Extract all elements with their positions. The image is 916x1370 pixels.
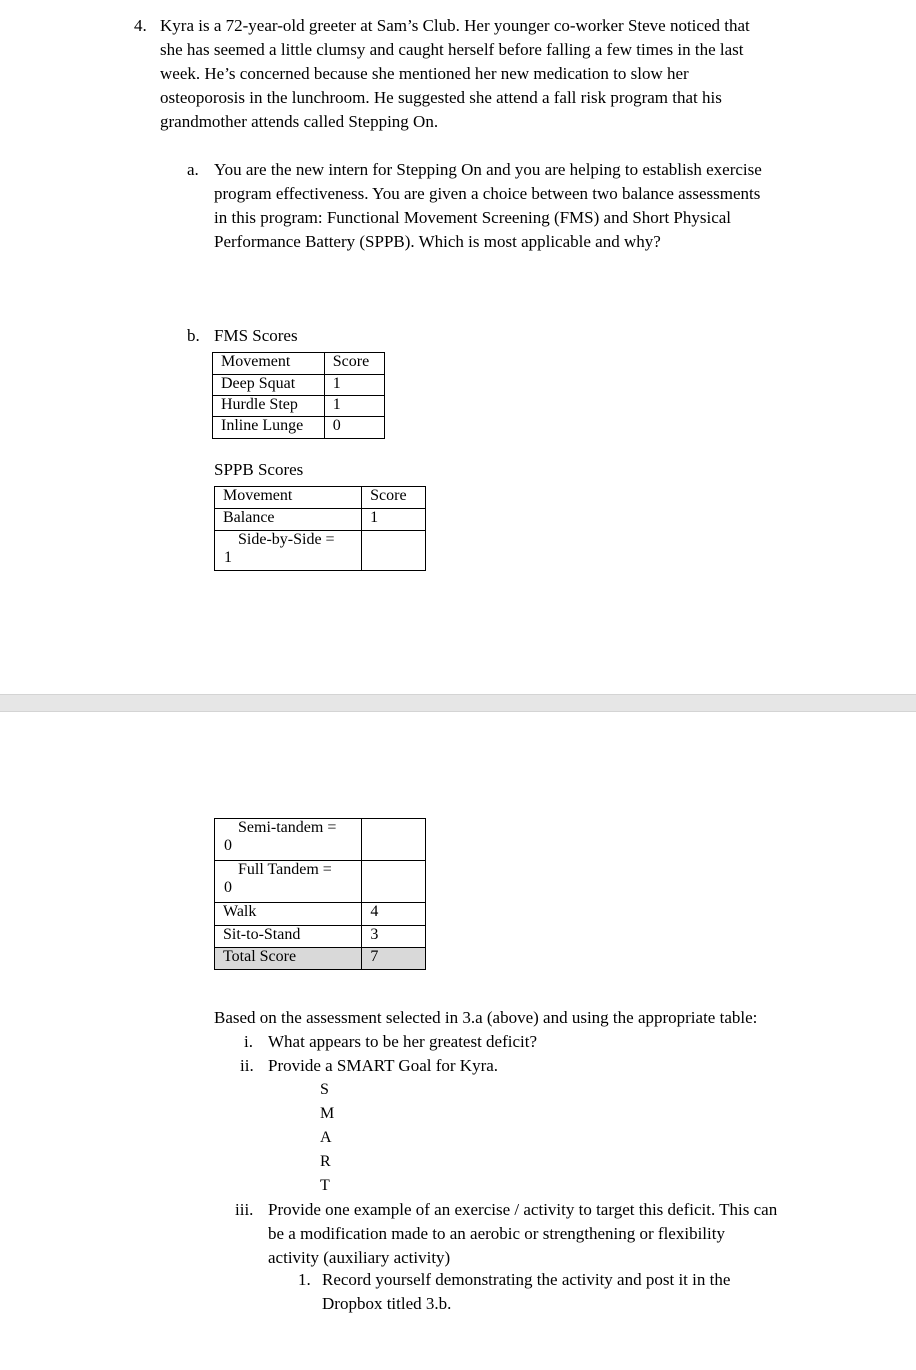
smart-letter: T: [320, 1177, 330, 1194]
item-iii-number: iii.: [235, 1200, 254, 1219]
sppb-cell-movement: Sit-to-Stand: [215, 926, 362, 948]
table-row: [213, 417, 385, 439]
smart-letter: A: [320, 1129, 332, 1146]
part-a-line: Performance Battery (SPPB). Which is most applicable and why?: [214, 232, 661, 251]
smart-list: [320, 1078, 334, 1198]
item-iii-line: activity (auxiliary activity): [268, 1248, 451, 1267]
question-line: osteoporosis in the lunchroom. He suggested she attend a fall risk program that his: [160, 88, 722, 107]
item-iii-text: [268, 1198, 777, 1270]
full-tandem-label: Full Tandem =: [238, 861, 332, 878]
question-line: Kyra is a 72-year-old greeter at Sam’s Club. Her younger co-worker Steve noticed that: [160, 16, 750, 35]
smart-letter: M: [320, 1105, 335, 1122]
sppb-cell-score: 4: [362, 903, 426, 926]
table-row: [215, 903, 426, 926]
table-row: [215, 819, 426, 861]
part-a-line: You are the new intern for Stepping On and you are helping to establish exercise: [214, 160, 762, 179]
question-line: grandmother attends called Stepping On.: [160, 112, 439, 131]
fms-header-movement: Movement: [213, 353, 325, 375]
full-tandem-value: 0: [224, 879, 232, 896]
part-a-text: [214, 158, 762, 254]
total-label: Total Score: [215, 948, 362, 970]
sppb-table-top: [214, 486, 426, 571]
table-row: [213, 375, 385, 396]
item-1-number: 1.: [298, 1270, 311, 1289]
item-1-text: [322, 1268, 730, 1316]
fms-table: [212, 352, 385, 439]
part-a-line: program effectiveness. You are given a choice between two balance assessments: [214, 184, 761, 203]
item-iii-line: be a modification made to an aerobic or strengthening or flexibility: [268, 1224, 725, 1243]
sppb-cell-score: [362, 819, 426, 861]
fms-cell-score: 1: [324, 375, 384, 396]
item-i-text: What appears to be her greatest deficit?: [268, 1032, 538, 1051]
table-row: [215, 926, 426, 948]
question-line: she has seemed a little clumsy and caught herself before falling a few times in the last: [160, 40, 744, 59]
part-a-label: a.: [187, 160, 199, 179]
sppb-cell-movement: Balance: [215, 509, 362, 531]
question-number: 4.: [134, 16, 147, 35]
table-row: [215, 531, 426, 571]
total-row: [215, 948, 426, 970]
semi-tandem-label: Semi-tandem =: [238, 819, 337, 836]
total-value: 7: [362, 948, 426, 970]
fms-cell-score: 0: [324, 417, 384, 439]
sppb-header-score: Score: [362, 487, 426, 509]
question-line: week. He’s concerned because she mentioned her new medication to slow her: [160, 64, 689, 83]
table-row: [213, 396, 385, 417]
sppb-cell-movement: [215, 531, 362, 571]
fms-cell-movement: Hurdle Step: [213, 396, 325, 417]
page-divider: [0, 694, 916, 712]
item-1-line: Dropbox titled 3.b.: [322, 1294, 452, 1313]
sppb-table-bottom: [214, 818, 426, 970]
sppb-cell-movement: Walk: [215, 903, 362, 926]
part-b-label: b.: [187, 326, 200, 345]
sppb-cell-movement: [215, 861, 362, 903]
fms-title: FMS Scores: [214, 326, 298, 345]
instructions-intro: Based on the assessment selected in 3.a (above) and using the appropriate table:: [214, 1008, 758, 1027]
sppb-cell-score: 3: [362, 926, 426, 948]
item-iii-line: Provide one example of an exercise / activity to target this deficit. This can: [268, 1200, 778, 1219]
smart-letter: S: [320, 1081, 329, 1098]
smart-letter: R: [320, 1153, 331, 1170]
fms-cell-movement: Inline Lunge: [213, 417, 325, 439]
table-row: [215, 509, 426, 531]
sppb-cell-score: [362, 531, 426, 571]
fms-cell-score: 1: [324, 396, 384, 417]
part-a-line: in this program: Functional Movement Screening (FMS) and Short Physical: [214, 208, 732, 227]
fms-header-score: Score: [324, 353, 384, 375]
item-1-line: Record yourself demonstrating the activity and post it in the: [322, 1270, 731, 1289]
semi-tandem-value: 0: [224, 837, 232, 854]
sppb-cell-movement: [215, 819, 362, 861]
item-ii-number: ii.: [240, 1056, 254, 1075]
side-by-side-label: Side-by-Side =: [238, 531, 335, 548]
sppb-cell-score: [362, 861, 426, 903]
question-text: [160, 14, 750, 134]
sppb-title: SPPB Scores: [214, 460, 304, 479]
fms-cell-movement: Deep Squat: [213, 375, 325, 396]
item-ii-text: Provide a SMART Goal for Kyra.: [268, 1056, 499, 1075]
sppb-header-movement: Movement: [215, 487, 362, 509]
item-i-number: i.: [244, 1032, 253, 1051]
sppb-cell-score: 1: [362, 509, 426, 531]
side-by-side-value: 1: [224, 549, 232, 566]
table-row: [215, 861, 426, 903]
